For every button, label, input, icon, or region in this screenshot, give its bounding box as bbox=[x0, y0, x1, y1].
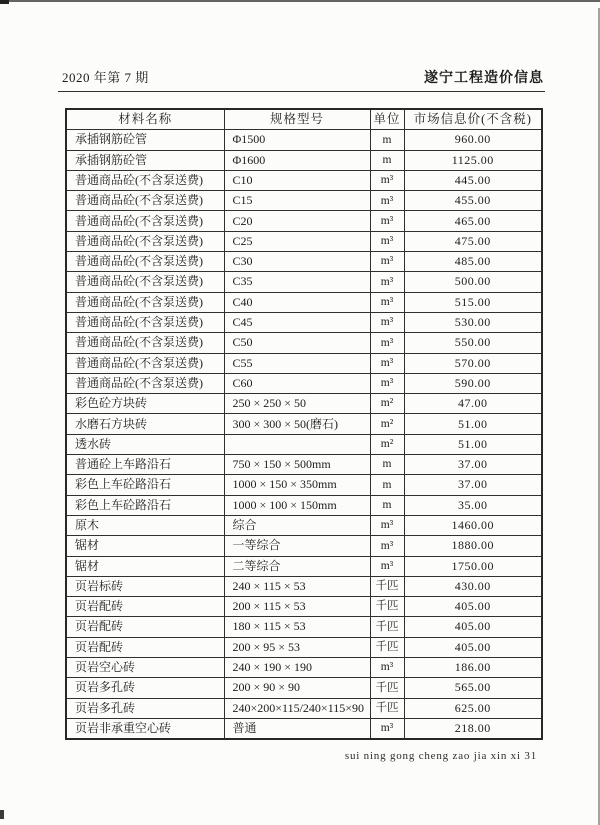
table-row bbox=[66, 455, 542, 475]
table-row bbox=[66, 170, 542, 190]
spec-cell: 200 × 90 × 90 bbox=[224, 678, 370, 698]
material-cell: 普通商品砼(不含泵送费) bbox=[66, 312, 224, 332]
table-row bbox=[66, 617, 542, 637]
spec-cell: 1000 × 150 × 350mm bbox=[224, 475, 370, 495]
material-cell: 普通商品砼(不含泵送费) bbox=[66, 211, 224, 231]
price-cell: 1750.00 bbox=[404, 556, 542, 576]
journal-title: 遂宁工程造价信息 bbox=[424, 71, 544, 86]
unit-cell: m³ bbox=[370, 191, 404, 211]
material-cell: 锯材 bbox=[66, 536, 224, 556]
column-header-unit: 单位 bbox=[370, 109, 404, 130]
material-cell: 锯材 bbox=[66, 556, 224, 576]
unit-cell: 千匹 bbox=[370, 597, 404, 617]
spec-cell: C45 bbox=[224, 312, 370, 332]
unit-cell: m³ bbox=[370, 353, 404, 373]
table-row bbox=[66, 252, 542, 272]
unit-cell: m³ bbox=[370, 333, 404, 353]
price-cell: 1460.00 bbox=[404, 515, 542, 535]
material-cell: 承插钢筋砼管 bbox=[66, 130, 224, 150]
spec-cell: 综合 bbox=[224, 515, 370, 535]
material-cell: 承插钢筋砼管 bbox=[66, 150, 224, 170]
price-cell: 51.00 bbox=[404, 434, 542, 454]
spec-cell: C15 bbox=[224, 191, 370, 211]
material-cell: 页岩多孔砖 bbox=[66, 678, 224, 698]
table-row bbox=[66, 637, 542, 657]
spec-cell: 240×200×115/240×115×90 bbox=[224, 698, 370, 718]
spec-cell: Φ1600 bbox=[224, 150, 370, 170]
price-cell: 218.00 bbox=[404, 718, 542, 739]
price-cell: 570.00 bbox=[404, 353, 542, 373]
material-cell: 页岩多孔砖 bbox=[66, 698, 224, 718]
spec-cell: 200 × 115 × 53 bbox=[224, 597, 370, 617]
unit-cell: 千匹 bbox=[370, 576, 404, 596]
table-row bbox=[66, 495, 542, 515]
price-cell: 51.00 bbox=[404, 414, 542, 434]
price-cell: 455.00 bbox=[404, 191, 542, 211]
price-cell: 515.00 bbox=[404, 292, 542, 312]
price-cell: 405.00 bbox=[404, 617, 542, 637]
unit-cell: m³ bbox=[370, 556, 404, 576]
spec-cell: Φ1500 bbox=[224, 130, 370, 150]
material-cell: 普通商品砼(不含泵送费) bbox=[66, 353, 224, 373]
unit-cell: m bbox=[370, 495, 404, 515]
table-row bbox=[66, 130, 542, 150]
scan-corner-mark bbox=[0, 0, 9, 4]
spec-cell: 普通 bbox=[224, 718, 370, 739]
column-header-spec: 规格型号 bbox=[224, 109, 370, 130]
spec-cell: C40 bbox=[224, 292, 370, 312]
material-cell: 普通商品砼(不含泵送费) bbox=[66, 292, 224, 312]
price-cell: 47.00 bbox=[404, 394, 542, 414]
spec-cell: 200 × 95 × 53 bbox=[224, 637, 370, 657]
unit-cell: m bbox=[370, 475, 404, 495]
unit-cell: m² bbox=[370, 414, 404, 434]
price-cell: 475.00 bbox=[404, 231, 542, 251]
material-cell: 普通商品砼(不含泵送费) bbox=[66, 170, 224, 190]
page-footer: sui ning gong cheng zao jia xin xi 31 bbox=[344, 750, 537, 762]
price-cell: 35.00 bbox=[404, 495, 542, 515]
material-cell: 彩色砼方块砖 bbox=[66, 394, 224, 414]
unit-cell: m³ bbox=[370, 170, 404, 190]
table-row bbox=[66, 515, 542, 535]
table-row bbox=[66, 658, 542, 678]
unit-cell: 千匹 bbox=[370, 617, 404, 637]
unit-cell: m³ bbox=[370, 252, 404, 272]
table-row bbox=[66, 333, 542, 353]
unit-cell: m² bbox=[370, 434, 404, 454]
table-row bbox=[66, 536, 542, 556]
price-cell: 445.00 bbox=[404, 170, 542, 190]
material-cell: 普通砼上车路沿石 bbox=[66, 455, 224, 475]
table-row bbox=[66, 718, 542, 739]
material-cell: 普通商品砼(不含泵送费) bbox=[66, 231, 224, 251]
unit-cell: m³ bbox=[370, 373, 404, 393]
table-header-row bbox=[66, 109, 542, 130]
page-header bbox=[62, 67, 544, 87]
spec-cell: 250 × 250 × 50 bbox=[224, 394, 370, 414]
column-header-price: 市场信息价(不含税) bbox=[404, 109, 542, 130]
table-row bbox=[66, 292, 542, 312]
table-row bbox=[66, 231, 542, 251]
material-cell: 水磨石方块砖 bbox=[66, 414, 224, 434]
unit-cell: 千匹 bbox=[370, 698, 404, 718]
unit-cell: m bbox=[370, 130, 404, 150]
unit-cell: m³ bbox=[370, 658, 404, 678]
unit-cell: m³ bbox=[370, 536, 404, 556]
material-cell: 页岩非承重空心砖 bbox=[66, 718, 224, 739]
price-cell: 37.00 bbox=[404, 455, 542, 475]
table-row bbox=[66, 272, 542, 292]
material-cell: 原木 bbox=[66, 515, 224, 535]
price-cell: 565.00 bbox=[404, 678, 542, 698]
material-cell: 彩色上车砼路沿石 bbox=[66, 495, 224, 515]
material-cell: 页岩配砖 bbox=[66, 637, 224, 657]
material-cell: 彩色上车砼路沿石 bbox=[66, 475, 224, 495]
unit-cell: m³ bbox=[370, 515, 404, 535]
table-row bbox=[66, 373, 542, 393]
price-cell: 405.00 bbox=[404, 637, 542, 657]
material-cell: 普通商品砼(不含泵送费) bbox=[66, 252, 224, 272]
spec-cell: C60 bbox=[224, 373, 370, 393]
material-cell: 页岩空心砖 bbox=[66, 658, 224, 678]
price-cell: 405.00 bbox=[404, 597, 542, 617]
price-cell: 960.00 bbox=[404, 130, 542, 150]
unit-cell: m bbox=[370, 150, 404, 170]
spec-cell bbox=[224, 434, 370, 454]
table-row bbox=[66, 150, 542, 170]
issue-label: 2020 年第 7 期 bbox=[62, 70, 149, 85]
spec-cell: 300 × 300 × 50(磨石) bbox=[224, 414, 370, 434]
price-cell: 590.00 bbox=[404, 373, 542, 393]
spec-cell: 750 × 150 × 500mm bbox=[224, 455, 370, 475]
price-cell: 1125.00 bbox=[404, 150, 542, 170]
table-row bbox=[66, 211, 542, 231]
spec-cell: C20 bbox=[224, 211, 370, 231]
material-cell: 普通商品砼(不含泵送费) bbox=[66, 191, 224, 211]
table-row bbox=[66, 414, 542, 434]
price-cell: 550.00 bbox=[404, 333, 542, 353]
price-cell: 485.00 bbox=[404, 252, 542, 272]
spec-cell: 240 × 115 × 53 bbox=[224, 576, 370, 596]
material-cell: 透水砖 bbox=[66, 434, 224, 454]
column-header-material: 材料名称 bbox=[66, 109, 224, 130]
unit-cell: m³ bbox=[370, 211, 404, 231]
price-cell: 186.00 bbox=[404, 658, 542, 678]
table-row bbox=[66, 434, 542, 454]
price-cell: 1880.00 bbox=[404, 536, 542, 556]
table-row bbox=[66, 698, 542, 718]
material-cell: 普通商品砼(不含泵送费) bbox=[66, 272, 224, 292]
table-row bbox=[66, 394, 542, 414]
price-cell: 465.00 bbox=[404, 211, 542, 231]
price-cell: 530.00 bbox=[404, 312, 542, 332]
unit-cell: m² bbox=[370, 394, 404, 414]
table-row bbox=[66, 678, 542, 698]
unit-cell: 千匹 bbox=[370, 637, 404, 657]
spec-cell: C30 bbox=[224, 252, 370, 272]
unit-cell: m bbox=[370, 455, 404, 475]
price-table bbox=[65, 108, 543, 740]
unit-cell: 千匹 bbox=[370, 678, 404, 698]
price-table-body bbox=[66, 130, 542, 739]
table-row bbox=[66, 353, 542, 373]
table-row bbox=[66, 191, 542, 211]
unit-cell: m³ bbox=[370, 231, 404, 251]
material-cell: 普通商品砼(不含泵送费) bbox=[66, 333, 224, 353]
unit-cell: m³ bbox=[370, 312, 404, 332]
unit-cell: m³ bbox=[370, 718, 404, 739]
spec-cell: 一等综合 bbox=[224, 536, 370, 556]
unit-cell: m³ bbox=[370, 292, 404, 312]
price-cell: 625.00 bbox=[404, 698, 542, 718]
scan-bottom-mark bbox=[0, 810, 4, 819]
material-cell: 页岩配砖 bbox=[66, 617, 224, 637]
material-cell: 页岩配砖 bbox=[66, 597, 224, 617]
spec-cell: C25 bbox=[224, 231, 370, 251]
material-cell: 页岩标砖 bbox=[66, 576, 224, 596]
spec-cell: C55 bbox=[224, 353, 370, 373]
price-cell: 500.00 bbox=[404, 272, 542, 292]
scan-top-edge bbox=[0, 0, 600, 2]
spec-cell: 1000 × 100 × 150mm bbox=[224, 495, 370, 515]
spec-cell: 240 × 190 × 190 bbox=[224, 658, 370, 678]
spec-cell: C35 bbox=[224, 272, 370, 292]
table-row bbox=[66, 597, 542, 617]
spec-cell: 二等综合 bbox=[224, 556, 370, 576]
table-row bbox=[66, 475, 542, 495]
unit-cell: m³ bbox=[370, 272, 404, 292]
table-row bbox=[66, 556, 542, 576]
price-cell: 430.00 bbox=[404, 576, 542, 596]
header-rule bbox=[58, 91, 545, 92]
spec-cell: 180 × 115 × 53 bbox=[224, 617, 370, 637]
material-cell: 普通商品砼(不含泵送费) bbox=[66, 373, 224, 393]
spec-cell: C10 bbox=[224, 170, 370, 190]
spec-cell: C50 bbox=[224, 333, 370, 353]
table-row bbox=[66, 312, 542, 332]
table-row bbox=[66, 576, 542, 596]
price-cell: 37.00 bbox=[404, 475, 542, 495]
